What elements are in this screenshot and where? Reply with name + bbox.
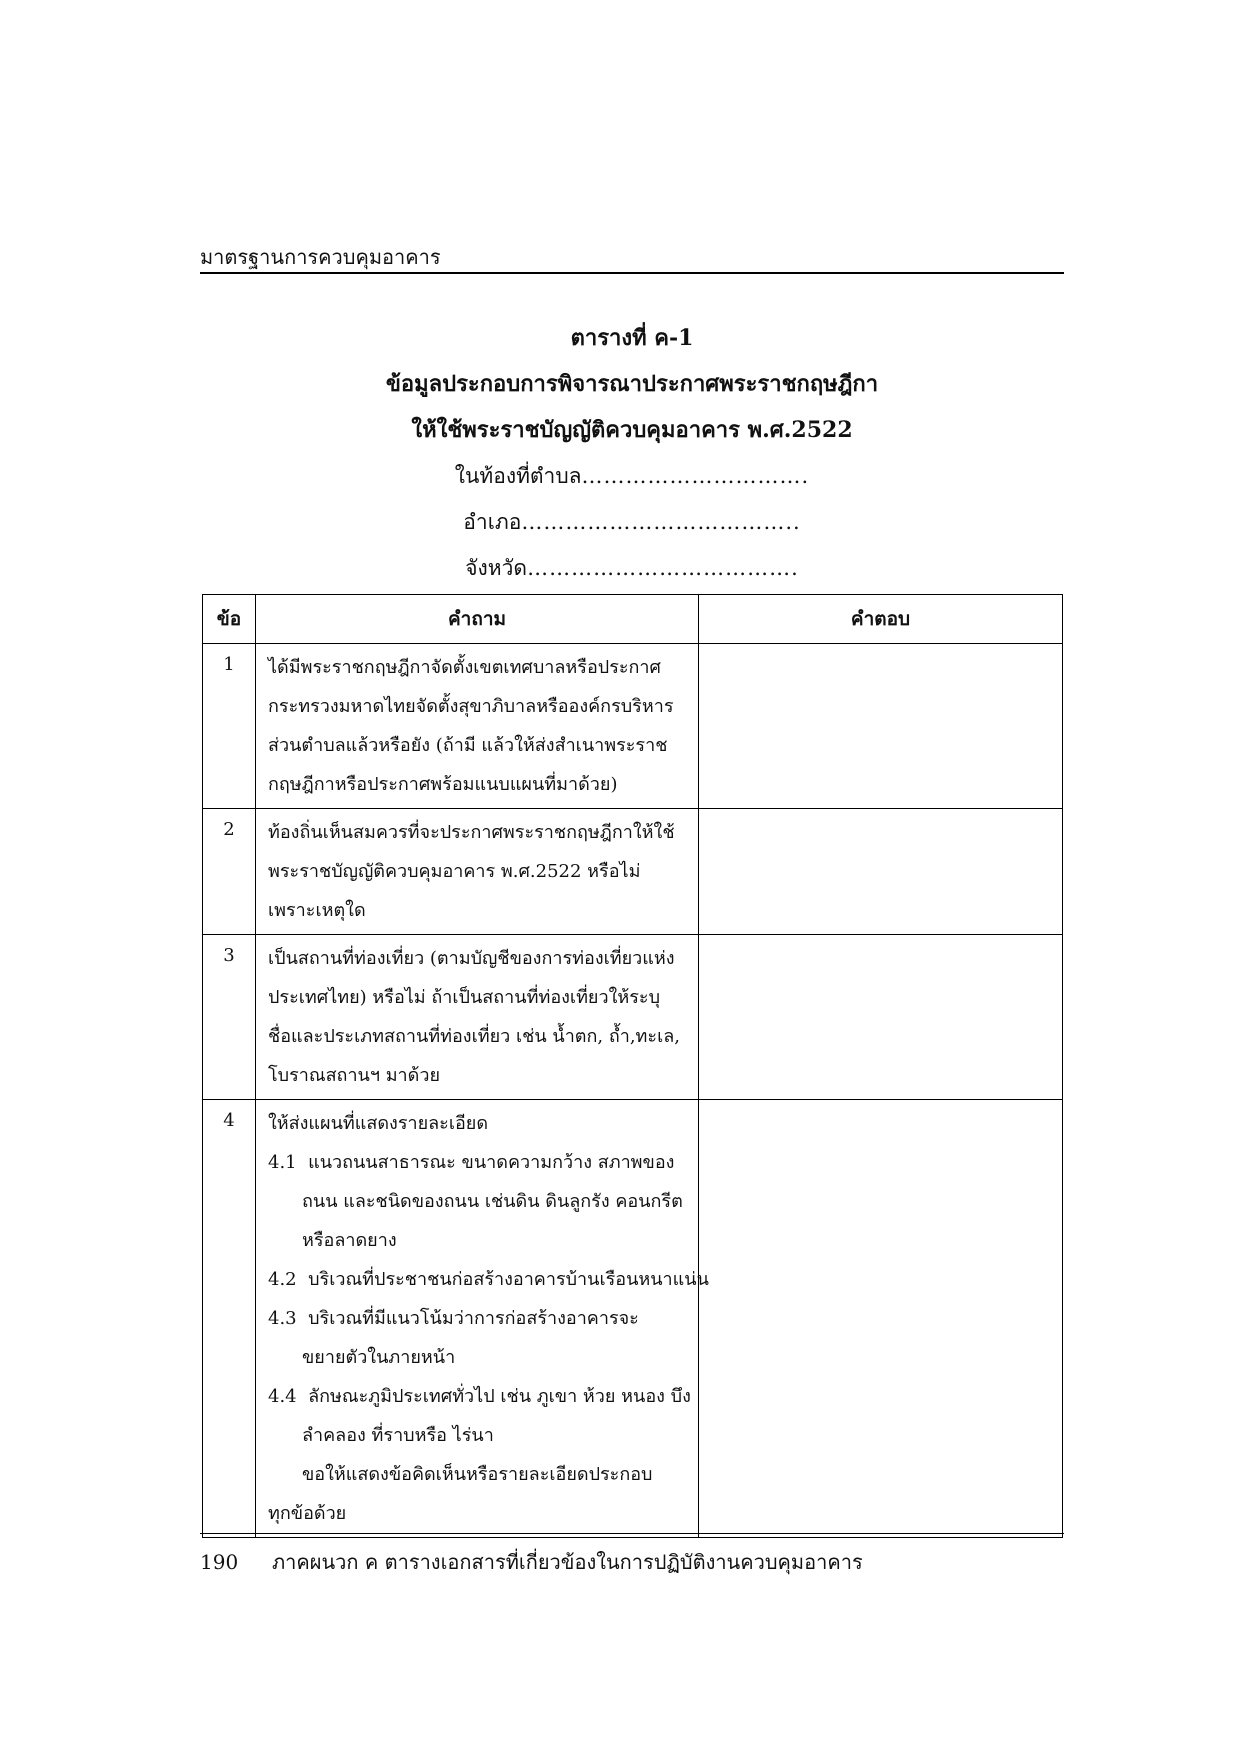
question-line: โบราณสถานฯ มาด้วย [268,1065,441,1086]
question-line: เพราะเหตุใด [268,900,366,921]
question-line: ให้ส่งแผนที่แสดงรายละเอียด [268,1113,489,1134]
field-subdistrict-blank: …………………………. [581,464,810,488]
question-line: กระทรวงมหาดไทยจัดตั้งสุขาภิบาลหรือองค์กรบริหาร [268,696,674,717]
row-number: 4 [203,1100,256,1538]
field-subdistrict [200,453,1064,499]
question-line: พระราชบัญญัติควบคุมอาคาร พ.ศ.2522 หรือไม่ [268,861,641,882]
question-line: เป็นสถานที่ท่องเที่ยว (ตามบัญชีของการท่องเที่ยวแห่ง [268,948,675,969]
question-line: ท้องถิ่นเห็นสมควรที่จะประกาศพระราชกฤษฎีกาให้ใช้ [268,822,675,843]
question-line: ได้มีพระราชกฤษฎีกาจัดตั้งเขตเทศบาลหรือประกาศ [268,657,661,678]
field-province-label: จังหวัด [465,556,528,580]
question-line: กฤษฎีกาหรือประกาศพร้อมแนบแผนที่มาด้วย) [268,774,618,795]
field-district-label: อำเภอ [463,510,522,534]
title-block [200,315,1064,591]
question-line: ประเทศไทย) หรือไม่ ถ้าเป็นสถานที่ท่องเที่ยวให้ระบุ [268,987,661,1008]
table-number: ตารางที่ ค-1 [570,325,694,351]
table-header-row [203,595,1063,644]
question-cell [256,935,699,1100]
sub-item-label: 4.1 [268,1152,297,1173]
question-line: ชื่อและประเภทสถานที่ท่องเที่ยว เช่น น้ำตก, ถ้ำ,ทะเล, [268,1026,680,1047]
question-cell [256,809,699,935]
table-row [203,935,1063,1100]
sub-item-label: 4.2 [268,1269,297,1290]
question-cell [256,1100,709,1538]
sub-item-4-2 [268,1260,709,1299]
question-line: ถนน และชนิดของถนน เช่นดิน ดินลูกรัง คอนกรีต [302,1191,683,1212]
question-line: ส่วนตำบลแล้วหรือยัง (ถ้ามี แล้วให้ส่งสำเนาพระราช [268,735,668,756]
sub-item-label: 4.4 [268,1386,297,1407]
field-district [200,499,1064,545]
row-number: 3 [203,935,256,1100]
table-row [203,809,1063,935]
row-number: 2 [203,809,256,935]
title-line-1: ข้อมูลประกอบการพิจารณาประกาศพระราชกฤษฎีกา [385,371,879,397]
closing-line: ทุกข้อด้วย [268,1503,347,1524]
question-line: ลำคลอง ที่ราบหรือ ไร่นา [302,1425,494,1446]
running-header: มาตรฐานการควบคุมอาคาร [200,245,441,269]
closing-line: ขอให้แสดงข้อคิดเห็นหรือรายละเอียดประกอบ [302,1464,653,1485]
title-line-2: ให้ใช้พระราชบัญญัติควบคุมอาคาร พ.ศ.2522 [411,417,853,443]
field-province [200,545,1064,591]
row-number: 1 [203,644,256,809]
sub-item-4-1 [268,1143,690,1182]
header-rule [200,272,1064,274]
field-province-blank: ………………………………. [527,556,799,580]
sub-item-text: บริเวณที่มีแนวโน้มว่าการก่อสร้างอาคารจะ [308,1308,639,1329]
footer-text: ภาคผนวก ค ตารางเอกสารที่เกี่ยวข้องในการปฏิบัติงานควบคุมอาคาร [272,1550,863,1574]
table-row [203,644,1063,809]
answer-cell[interactable] [699,644,1063,809]
questionnaire-table [202,594,1063,1538]
field-subdistrict-label: ในท้องที่ตำบล [454,464,582,488]
answer-cell[interactable] [699,809,1063,935]
answer-cell[interactable] [699,1100,1063,1538]
sub-item-4-4 [268,1377,690,1416]
sub-item-text: แนวถนนสาธารณะ ขนาดความกว้าง สภาพของ [308,1152,675,1173]
question-line: หรือลาดยาง [302,1230,397,1251]
page-number: 190 [200,1550,239,1574]
header-no: ข้อ [203,595,256,644]
sub-item-label: 4.3 [268,1308,297,1329]
header-answer: คำตอบ [699,595,1063,644]
sub-item-4-3 [268,1299,690,1338]
sub-item-text: ลักษณะภูมิประเทศทั่วไป เช่น ภูเขา ห้วย หนอง บึง [308,1386,691,1407]
question-cell [256,644,699,809]
footer-rule [200,1533,1064,1534]
header-question: คำถาม [256,595,699,644]
sub-item-text: บริเวณที่ประชาชนก่อสร้างอาคารบ้านเรือนหนาแน่น [308,1269,709,1290]
field-district-blank: ……………………………….. [521,510,801,534]
table-row [203,1100,1063,1538]
footer [200,1548,1064,1576]
question-line: ขยายตัวในภายหน้า [302,1347,456,1368]
answer-cell[interactable] [699,935,1063,1100]
